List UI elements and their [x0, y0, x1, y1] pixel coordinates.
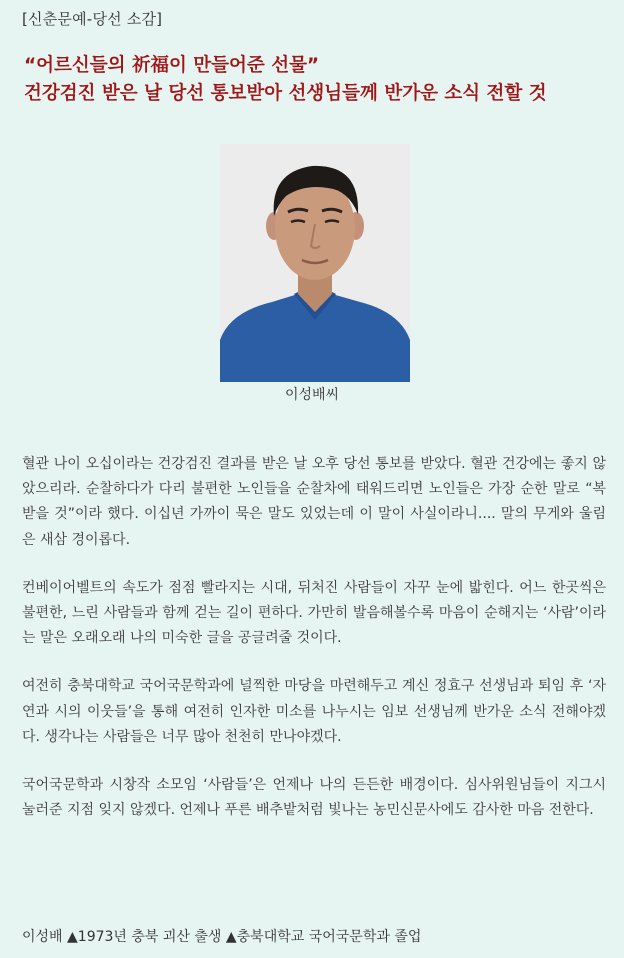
- headline: [24, 52, 614, 108]
- paragraph: 여전히 충북대학교 국어국문학과에 널찍한 마당을 마련해두고 계신 정효구 선생님과 퇴임 후 ‘자연과 시의 이웃들’을 통해 여전히 인자한 미소를 나누시는 임보 선생님께 반가운 소식 전해야겠다. 생각나는 사람들은 너무 많아 천천히 만나야겠다.: [22, 678, 606, 745]
- paragraph: 컨베이어벨트의 속도가 점점 빨라지는 시대, 뒤처진 사람들이 자꾸 눈에 밟힌다. 어느 한곳씩은 불편한, 느린 사람들과 함께 걷는 길이 편하다. 가만히 발음해볼수록 마음이 순해지는 ‘사람’이라는 말은 오래오래 나의 미숙한 글을 공글려줄 것이다.: [22, 579, 606, 647]
- portrait-image: [220, 144, 410, 382]
- article-body: [22, 452, 606, 846]
- author-photo: [220, 144, 410, 382]
- paragraph: 혈관 나이 오십이라는 건강검진 결과를 받은 날 오후 당선 통보를 받았다. 혈관 건강에는 좋지 않았으리라. 순찰하다가 다리 불편한 노인들을 순찰차에 태워드리면 노인들은 가장 순한 말로 “복 받을 것”이라 했다. 이십년 가까이 묵은 말도 있었는데 이 말이 사실이라니.... 말의 무게와 울림은 새삼 경이롭다.: [22, 456, 606, 548]
- section-tag: [신춘문예-당선 소감]: [22, 10, 163, 28]
- author-profile: 이성배 ▲1973년 충북 괴산 출생 ▲충북대학교 국어국문학과 졸업: [22, 929, 422, 945]
- headline-title: “어르신들의 祈福이 만들어준 선물”: [24, 55, 320, 76]
- photo-caption: 이성배씨: [284, 387, 340, 403]
- paragraph: 국어국문학과 시창작 소모임 ‘사람들’은 언제나 나의 든든한 배경이다. 심사위원님들이 지그시 눌러준 지점 잊지 않겠다. 언제나 푸른 배추밭처럼 빛나는 농민신문사에도 감사한 마음 전한다.: [22, 777, 606, 819]
- headline-subtitle: 건강검진 받은 날 당선 통보받아 선생님들께 반가운 소식 전할 것: [24, 83, 547, 104]
